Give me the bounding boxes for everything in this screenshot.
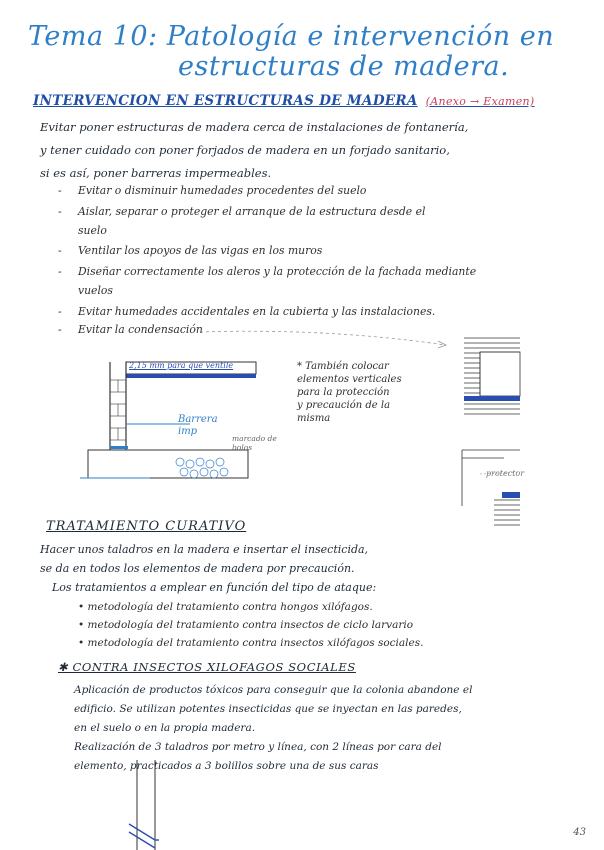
note-line: y precaución de la	[297, 400, 391, 411]
bullet-text-cont: vuelos	[78, 284, 113, 297]
section-heading-social-insects: ✱ CONTRA INSECTOS XILOFAGOS SOCIALES	[58, 660, 356, 674]
drilling-sketch	[115, 760, 195, 850]
bullet-text: Ventilar los apoyos de las vigas en los muros	[78, 244, 323, 257]
intro-line: Evitar poner estructuras de madera cerca de instalaciones de fontanería,	[40, 120, 469, 134]
heading-note: (Anexo → Examen)	[425, 95, 535, 108]
bullet-item: - Evitar humedades accidentales en la cubierta y las instalaciones.	[60, 302, 590, 321]
intro-line: si es así, poner barreras impermeables.	[40, 166, 272, 180]
text-line: Realización de 3 taladros por metro y línea, con 2 líneas por cara del	[74, 741, 442, 753]
curative-line: se da en todos los elementos de madera por precaución.	[40, 562, 355, 575]
note-line: para la protección	[297, 387, 390, 398]
treatment-item: • metodología del tratamiento contra insectos xilófagos sociales.	[78, 637, 424, 649]
gap-label: 2,15 mm para que ventile	[129, 361, 234, 370]
text-line: en el suelo o en la propia madera.	[74, 722, 256, 734]
side-note	[297, 360, 402, 425]
treatment-item: • metodología del tratamiento contra hongos xilófagos.	[78, 601, 373, 613]
title-line-2: estructuras de madera.	[178, 51, 510, 82]
treatment-item: • metodología del tratamiento contra insectos de ciclo larvario	[78, 619, 414, 631]
treatment-text: metodología del tratamiento contra insectos xilófagos sociales.	[87, 637, 424, 649]
bullet-item: - Evitar o disminuir humedades procedentes del suelo	[60, 181, 590, 200]
treatment-text: metodología del tratamiento contra hongos xilófagos.	[87, 601, 373, 613]
gravel-label-1: marcado de	[232, 434, 277, 443]
treatment-text: metodología del tratamiento contra insectos de ciclo larvario	[87, 619, 414, 631]
note-line: elementos verticales	[297, 374, 402, 385]
bullet-item: - Evitar la condensación	[60, 320, 590, 339]
bullet-text: Evitar la condensación	[78, 323, 203, 336]
curative-line: Los tratamientos a emplear en función del tipo de ataque:	[52, 581, 377, 594]
bullet-text-cont: suelo	[78, 224, 107, 237]
gravel-label-2: bolos	[232, 443, 253, 452]
barrier-label-1: Barrera	[178, 414, 218, 425]
text-line: Aplicación de productos tóxicos para conseguir que la colonia abandone el	[74, 684, 473, 696]
text-line: elemento, practicados a 3 bolillos sobre una de sus caras	[74, 760, 379, 772]
bullet-text: Evitar humedades accidentales en la cubierta y las instalaciones.	[78, 305, 436, 318]
bullet-text: Diseñar correctamente los aleros y la protección de la fachada mediante	[78, 265, 477, 278]
page-number: 43	[573, 827, 586, 838]
bullet-item: - Diseñar correctamente los aleros y la protección de la fachada mediante vuelos	[60, 262, 590, 300]
bullet-text: Aislar, separar o proteger el arranque de la estructura desde el	[78, 205, 426, 218]
section-heading-curative: TRATAMIENTO CURATIVO	[46, 519, 247, 534]
curative-intro	[40, 540, 560, 597]
protector-label: protector	[486, 469, 525, 478]
wall-section-sketches	[460, 330, 530, 530]
text-line: edificio. Se utilizan potentes insecticidas que se inyectan en las paredes,	[74, 703, 462, 715]
intro-line: y tener cuidado con poner forjados de madera en un forjado sanitario,	[40, 143, 450, 157]
barrier-label-2: imp	[178, 426, 198, 437]
note-line: misma	[297, 413, 331, 424]
bullet-item: - Aislar, separar o proteger el arranque de la estructura desde el suelo	[60, 202, 590, 240]
bullet-text: Evitar o disminuir humedades procedentes del suelo	[78, 184, 367, 197]
title-line-1: Tema 10: Patología e intervención en	[28, 21, 555, 52]
gravel-label	[232, 434, 277, 452]
curative-line: Hacer unos taladros en la madera e insertar el insecticida,	[40, 543, 369, 556]
heading-text: INTERVENCION EN ESTRUCTURAS DE MADERA	[33, 93, 418, 109]
bullet-item: - Ventilar los apoyos de las vigas en los muros	[60, 241, 590, 260]
note-line: * También colocar	[297, 361, 389, 372]
barrier-label	[178, 414, 218, 438]
